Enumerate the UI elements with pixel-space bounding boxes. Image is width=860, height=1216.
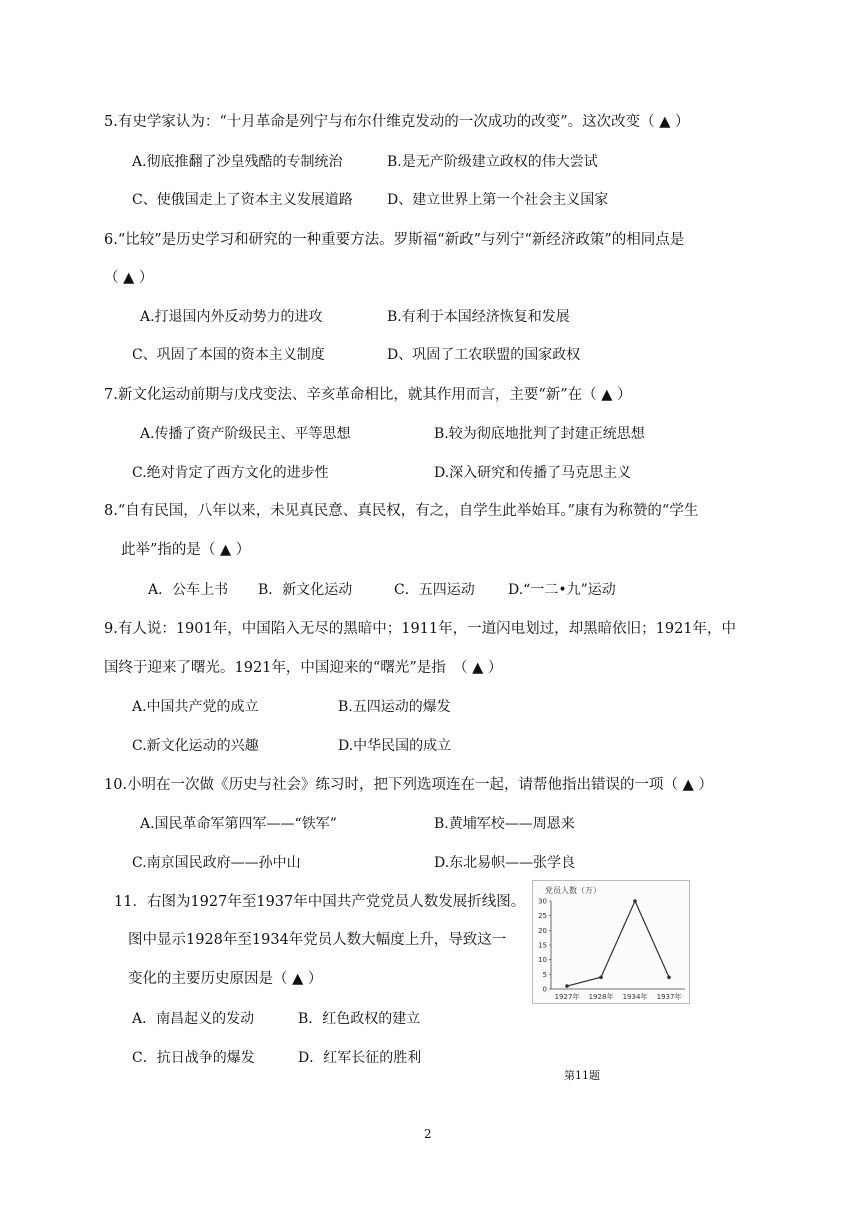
x-tick-label: 1927年 bbox=[554, 993, 580, 1001]
q10-option-c: C.南京国民政府——孙中山 bbox=[132, 855, 301, 871]
series-line bbox=[567, 901, 669, 986]
q5-stem: 5.有史学家认为：“十月革命是列宁与布尔什维克发动的一次成功的改变”。这次改变（ ▲ ） bbox=[104, 114, 690, 130]
q9-stem-line1: 9.有人说：1901年，中国陷入无尽的黑暗中；1911年，一道闪电划过，却黑暗依旧；1921年，中 bbox=[104, 621, 737, 637]
q6-option-a: A.打退国内外反动势力的进攻 bbox=[140, 309, 323, 325]
q6-stem-line1: 6.“比较”是历史学习和研究的一种重要方法。罗斯福“新政”与列宁“新经济政策”的相同点是 bbox=[104, 232, 685, 248]
q11-option-a: A．南昌起义的发动 bbox=[132, 1011, 255, 1027]
q11-option-b: B．红色政权的建立 bbox=[298, 1011, 421, 1027]
q9-option-a: A.中国共产党的成立 bbox=[132, 699, 259, 715]
x-tick-label: 1937年 bbox=[656, 993, 682, 1001]
q10-stem: 10.小明在一次做《历史与社会》练习时，把下列选项连在一起，请帮他指出错误的一项（ ▲ ） bbox=[104, 777, 713, 793]
page-number: 2 bbox=[424, 1127, 432, 1141]
q9-stem-line2: 国终于迎来了曙光。1921年，中国迎来的“曙光”是指 （ ▲ ） bbox=[104, 660, 503, 676]
q11-stem-line3: 变化的主要历史原因是（ ▲ ） bbox=[128, 971, 323, 987]
data-point bbox=[633, 899, 637, 903]
y-tick-label: 10 bbox=[538, 956, 547, 965]
q5-option-a: A.彻底推翻了沙皇残酷的专制统治 bbox=[132, 154, 343, 170]
q7-option-d: D.深入研究和传播了马克思主义 bbox=[434, 465, 632, 481]
q8-option-b: B．新文化运动 bbox=[258, 582, 353, 598]
data-point bbox=[599, 975, 603, 979]
q6-option-c: C、巩固了本国的资本主义制度 bbox=[132, 347, 325, 363]
party-membership-chart bbox=[532, 880, 690, 1004]
q10-option-d: D.东北易帜——张学良 bbox=[434, 855, 576, 871]
q6-option-b: B.有利于本国经济恢复和发展 bbox=[387, 309, 570, 325]
q7-option-b: B.较为彻底地批判了封建正统思想 bbox=[434, 426, 645, 442]
q5-option-d: D、建立世界上第一个社会主义国家 bbox=[387, 192, 609, 208]
data-point bbox=[565, 984, 569, 988]
q11-stem-line2: 图中显示1928年至1934年党员人数大幅度上升，导致这一 bbox=[128, 932, 507, 948]
q8-stem-line2: 此举”指的是（ ▲ ） bbox=[121, 542, 251, 558]
q5-option-b: B.是无产阶级建立政权的伟大尝试 bbox=[387, 154, 598, 170]
q6-stem-line2: （ ▲ ） bbox=[104, 270, 154, 286]
y-tick-label: 0 bbox=[542, 985, 547, 994]
line-chart-svg bbox=[533, 881, 689, 1003]
y-tick-label: 30 bbox=[538, 897, 547, 906]
q10-option-b: B.黄埔军校——周恩来 bbox=[434, 816, 575, 832]
q7-stem: 7.新文化运动前期与戊戌变法、辛亥革命相比，就其作用而言，主要“新”在（ ▲ ） bbox=[104, 387, 632, 403]
q6-option-d: D、巩固了工农联盟的国家政权 bbox=[387, 347, 581, 363]
x-tick-label: 1928年 bbox=[588, 993, 614, 1001]
q10-option-a: A.国民革命军第四军——“铁军” bbox=[140, 816, 337, 832]
q5-option-c: C、使俄国走上了资本主义发展道路 bbox=[132, 192, 353, 208]
data-point bbox=[667, 975, 671, 979]
y-tick-label: 20 bbox=[538, 926, 547, 935]
q9-option-d: D.中华民国的成立 bbox=[338, 738, 452, 754]
y-tick-label: 25 bbox=[538, 912, 547, 921]
q9-option-b: B.五四运动的爆发 bbox=[338, 699, 451, 715]
q11-option-c: C．抗日战争的爆发 bbox=[132, 1050, 255, 1066]
q11-option-d: D．红军长征的胜利 bbox=[298, 1050, 422, 1066]
q9-option-c: C.新文化运动的兴趣 bbox=[132, 738, 259, 754]
y-tick-label: 5 bbox=[542, 970, 547, 979]
q8-stem-line1: 8.“自有民国，八年以来，未见真民意、真民权，有之，自学生此举始耳。”康有为称赞的“学生 bbox=[104, 503, 699, 519]
y-tick-label: 15 bbox=[538, 941, 547, 950]
q11-stem-line1: 11．右图为1927年至1937年中国共产党党员人数发展折线图。 bbox=[114, 894, 526, 910]
x-tick-label: 1934年 bbox=[622, 993, 648, 1001]
q8-option-c: C．五四运动 bbox=[394, 582, 475, 598]
q7-option-a: A.传播了资产阶级民主、平等思想 bbox=[140, 426, 351, 442]
q7-option-c: C.绝对肯定了西方文化的进步性 bbox=[132, 465, 329, 481]
q8-option-a: A．公车上书 bbox=[148, 582, 229, 598]
chart-y-axis-label: 党员人数（万） bbox=[545, 886, 601, 895]
q8-option-d: D.“一二•九”运动 bbox=[508, 582, 616, 598]
figure-caption: 第11题 bbox=[564, 1069, 600, 1082]
